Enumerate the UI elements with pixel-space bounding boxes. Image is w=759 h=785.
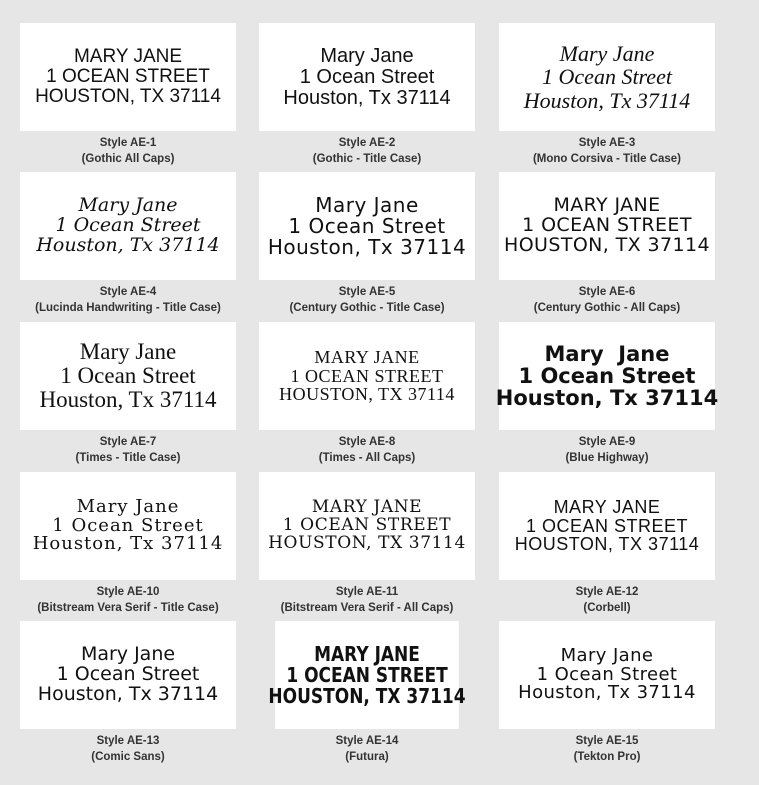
address-name: MARY JANE bbox=[553, 194, 661, 217]
address-name: Mary Jane bbox=[544, 341, 670, 366]
address-city: Houston, Tx 37114 bbox=[32, 533, 224, 555]
address-name: MARY JANE bbox=[553, 496, 661, 517]
style-code: Style AE-4 bbox=[99, 286, 157, 298]
address-name: Mary Jane bbox=[560, 644, 654, 666]
address-label-preview bbox=[268, 621, 466, 729]
style-description: (Century Gothic - All Caps) bbox=[533, 302, 681, 314]
address-street: 1 Ocean Street bbox=[60, 362, 196, 388]
address-label-preview bbox=[499, 472, 715, 580]
style-sample bbox=[259, 172, 499, 322]
style-sample bbox=[20, 472, 260, 622]
address-name: Mary Jane bbox=[78, 194, 178, 217]
style-description: (Times - Title Case) bbox=[75, 452, 181, 464]
address-city: Houston, Tx 37114 bbox=[518, 682, 696, 704]
style-description: (Futura) bbox=[345, 751, 389, 763]
address-street: 1 Ocean Street bbox=[288, 213, 446, 238]
address-street: 1 Ocean Street bbox=[542, 64, 672, 90]
address-street: 1 Ocean Street bbox=[299, 65, 435, 88]
style-code: Style AE-2 bbox=[338, 137, 396, 149]
address-name: MARY JANE bbox=[314, 346, 420, 367]
style-code: Style AE-5 bbox=[338, 286, 396, 298]
style-code: Style AE-13 bbox=[96, 735, 160, 747]
address-name: Mary Jane bbox=[79, 338, 177, 364]
address-label-preview bbox=[20, 172, 236, 280]
address-street: 1 OCEAN STREET bbox=[282, 515, 452, 536]
address-label-preview bbox=[20, 472, 236, 580]
style-description: (Tekton Pro) bbox=[573, 751, 641, 763]
address-city: Houston, Tx 37114 bbox=[39, 387, 217, 413]
style-sample bbox=[20, 322, 260, 472]
style-description: (Gothic All Caps) bbox=[81, 153, 175, 165]
style-description: (Century Gothic - Title Case) bbox=[289, 302, 445, 314]
style-sample bbox=[20, 172, 260, 322]
style-sample bbox=[499, 172, 739, 322]
style-sample bbox=[259, 621, 499, 771]
style-description: (Gothic - Title Case) bbox=[312, 153, 422, 165]
address-city: Houston, Tx 37114 bbox=[523, 87, 691, 113]
style-description: (Lucinda Handwriting - Title Case) bbox=[35, 302, 221, 314]
style-sample bbox=[259, 472, 499, 622]
address-name: Mary Jane bbox=[315, 192, 419, 217]
style-sample bbox=[259, 322, 499, 472]
address-name: Mary Jane bbox=[320, 44, 414, 67]
address-label-preview bbox=[499, 172, 715, 280]
address-city: HOUSTON, TX 37114 bbox=[279, 384, 455, 405]
address-label-preview bbox=[20, 322, 236, 430]
address-city: HOUSTON, TX 37114 bbox=[268, 532, 466, 553]
address-label-preview bbox=[259, 472, 475, 580]
address-label-preview bbox=[259, 322, 475, 430]
address-street: 1 OCEAN STREET bbox=[46, 66, 210, 88]
address-label-preview bbox=[20, 23, 236, 131]
style-description: (Corbell) bbox=[583, 602, 631, 614]
address-street: 1 OCEAN STREET bbox=[522, 214, 692, 237]
style-code: Style AE-7 bbox=[99, 436, 157, 448]
style-code: Style AE-9 bbox=[578, 436, 636, 448]
address-city: Houston, Tx 37114 bbox=[36, 233, 220, 256]
style-sample bbox=[259, 23, 499, 173]
style-sample bbox=[499, 23, 739, 173]
address-street: 1 Ocean Street bbox=[536, 663, 678, 685]
address-city: HOUSTON, TX 37114 bbox=[268, 683, 466, 708]
address-city: HOUSTON, TX 37114 bbox=[514, 534, 700, 555]
style-code: Style AE-3 bbox=[578, 137, 636, 149]
address-city: Houston, Tx 37114 bbox=[37, 682, 219, 705]
address-label-preview bbox=[259, 172, 475, 280]
address-city: Houston, Tx 37114 bbox=[495, 386, 719, 411]
style-sample bbox=[20, 23, 260, 173]
style-code: Style AE-12 bbox=[575, 586, 639, 598]
address-label-preview bbox=[259, 23, 475, 131]
address-name: MARY JANE bbox=[314, 641, 420, 666]
address-label-preview bbox=[499, 23, 715, 131]
style-code: Style AE-6 bbox=[578, 286, 636, 298]
address-label-preview bbox=[20, 621, 236, 729]
style-code: Style AE-10 bbox=[96, 586, 160, 598]
style-sample bbox=[499, 472, 739, 622]
address-name: Mary Jane bbox=[80, 643, 176, 666]
style-code: Style AE-11 bbox=[335, 586, 399, 598]
style-sample bbox=[499, 621, 739, 771]
style-code: Style AE-14 bbox=[335, 735, 399, 747]
address-city: Houston, Tx 37114 bbox=[283, 86, 451, 109]
address-city: HOUSTON, TX 37114 bbox=[35, 85, 221, 107]
address-name: MARY JANE bbox=[73, 46, 183, 68]
style-description: (Blue Highway) bbox=[565, 452, 649, 464]
style-sample bbox=[495, 322, 739, 472]
style-code: Style AE-8 bbox=[338, 436, 396, 448]
style-code: Style AE-1 bbox=[99, 137, 157, 149]
style-description: (Bitstream Vera Serif - All Caps) bbox=[280, 602, 454, 614]
address-street: 1 Ocean Street bbox=[56, 663, 200, 686]
address-street: 1 Ocean Street bbox=[52, 514, 204, 536]
address-name: MARY JANE bbox=[311, 497, 423, 518]
address-city: HOUSTON, TX 37114 bbox=[504, 233, 710, 256]
style-sample bbox=[20, 621, 260, 771]
address-street: 1 Ocean Street bbox=[55, 214, 201, 237]
address-street: 1 OCEAN STREET bbox=[290, 365, 444, 386]
address-name: Mary Jane bbox=[76, 495, 180, 517]
address-label-preview bbox=[495, 322, 719, 430]
style-description: (Bitstream Vera Serif - Title Case) bbox=[37, 602, 219, 614]
address-name: Mary Jane bbox=[559, 41, 655, 67]
style-description: (Times - All Caps) bbox=[318, 452, 416, 464]
style-description: (Mono Corsiva - Title Case) bbox=[532, 153, 682, 165]
style-code: Style AE-15 bbox=[575, 735, 639, 747]
address-city: Houston, Tx 37114 bbox=[267, 234, 467, 259]
address-street: 1 Ocean Street bbox=[518, 363, 696, 388]
address-label-preview bbox=[499, 621, 715, 729]
address-street: 1 OCEAN STREET bbox=[525, 515, 689, 536]
address-street: 1 OCEAN STREET bbox=[286, 662, 448, 687]
style-description: (Comic Sans) bbox=[91, 751, 165, 763]
